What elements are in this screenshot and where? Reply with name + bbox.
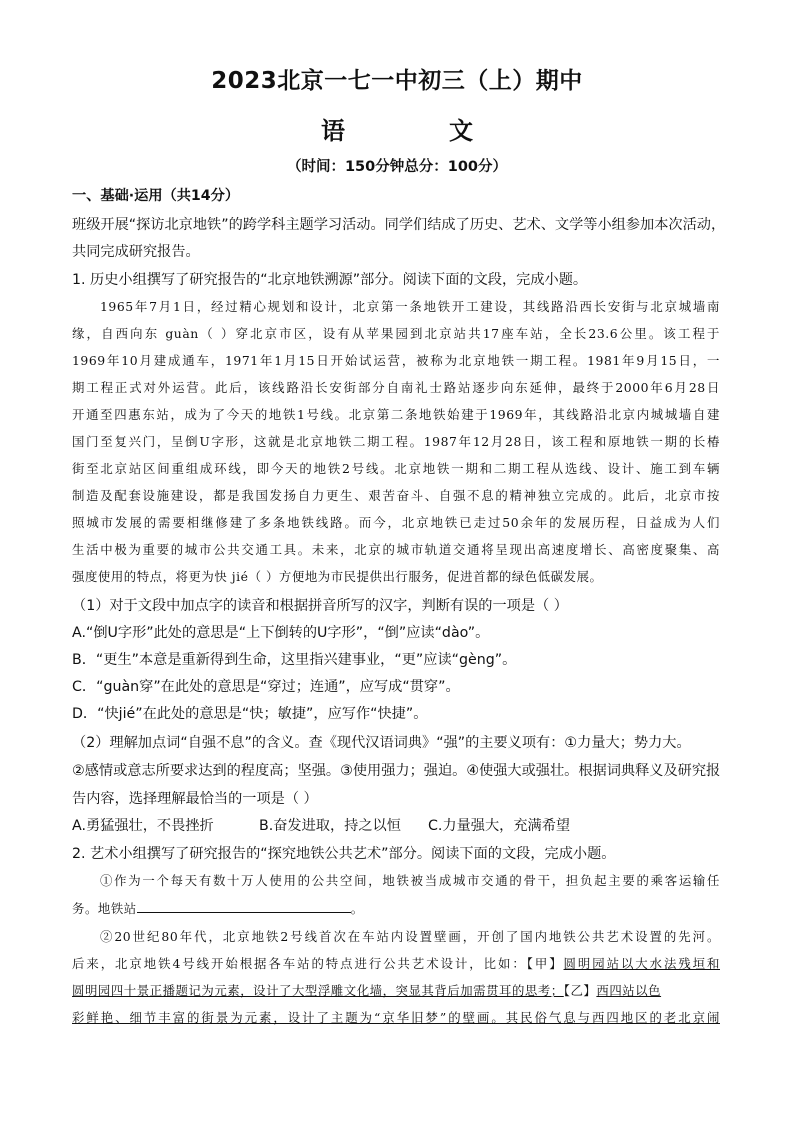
subject-title: 语 文 [321, 116, 513, 145]
question-1-prompt: 1. 历史小组撰写了研究报告的“北京地铁溯源”部分。阅读下面的文段，完成小题。 [72, 272, 588, 288]
passage-line: 开通至四惠东站，成为了今天的地铁1号线。北京第二条地铁始建于1969年，其线路沿北京内城城墙自建 [72, 407, 720, 422]
intro-line-1: 班级开展“探访北京地铁”的跨学科主题学习活动。同学们结成了历史、艺术、文学等小组参加本次活动， [72, 217, 726, 233]
passage-line: 期工程正式对外运营。此后，该线路沿长安街部分自南礼士路站逐步向东延伸，最终于2000年6月28日 [72, 380, 720, 395]
option-b: B.奋发进取，持之以恒 [259, 818, 401, 834]
passage-text: 后来，北京地铁4号线开始根据各车站的特点进行公共艺术设计，比如：【甲】 [72, 956, 564, 971]
option-d: D．“快jié”在此处的意思是“快；敏捷”，应写作“快捷”。 [72, 706, 428, 722]
passage-line [72, 898, 732, 919]
exam-title: 2023北京一七一中初三（上）期中 [211, 68, 583, 94]
option-a: A.勇猛强壮，不畏挫折 [72, 818, 214, 834]
question-1-1: （1）对于文段中加点字的读音和根据拼音所写的汉字，判断有误的一项是（ ） [72, 598, 568, 614]
underlined-text: 圆明园四十景正播题记为元素，设计了大型浮雕文化墙，突显其背后加需贯耳的思考； [72, 983, 564, 998]
intro-line-2: 共同完成研究报告。 [72, 244, 200, 260]
option-a: A.“倒U字形”此处的意思是“上下倒转的U字形”，“倒”应读“dào”。 [72, 625, 490, 641]
passage-text: 务。地铁站 [72, 901, 137, 916]
section-heading: 一、基础·运用（共14分） [72, 188, 240, 204]
passage-line: 缘，自西向东 guàn（ ）穿北京市区，设有从苹果园到北京站共17座车站，全长23.6公里。该工程于 [72, 326, 720, 341]
question-1-2-line: 告内容，选择理解最恰当的一项是（ ） [72, 791, 318, 807]
passage-line: 1965年7月1日，经过精心规划和设计，北京第一条地铁开工建设，其线路沿西长安街与北京城墙南 [100, 299, 720, 314]
question-1-2-line: （2）理解加点词“自强不息”的含义。查《现代汉语词典》“强”的主要义项有：①力量大；势力大。 [72, 735, 691, 751]
underlined-text: 西四站以色 [596, 983, 662, 998]
passage-text: 。 [350, 901, 364, 916]
answer-blank[interactable] [137, 898, 351, 913]
passage-line: ①作为一个每天有数十万人使用的公共空间，地铁被当成城市交通的骨干，担负起主要的乘客运输任 [100, 873, 720, 888]
passage-line: 国门至复兴门，呈倒U字形，这就是北京地铁二期工程。1987年12月28日，该工程和原地铁一期的长椿 [72, 434, 720, 449]
passage-line: 照城市发展的需要相继修建了多条地铁线路。而今，北京地铁已走过50余年的发展历程，日益成为人们 [72, 515, 720, 530]
passage-line: 1969年10月建成通车，1971年1月15日开始试运营，被称为北京地铁一期工程。1981年9月15日，一 [72, 353, 720, 368]
time-info: （时间：150分钟总分：100分） [286, 159, 508, 175]
passage-line: 强度使用的特点，将更为快 jié（ ）方便地为市民提供出行服务，促进首都的绿色低碳发展。 [72, 569, 603, 584]
passage-line: 制造及配套设施建设，都是我国发扬自力更生、艰苦奋斗、自强不息的精神独立完成的。此后，北京市按 [72, 488, 720, 503]
passage-line [72, 981, 720, 1001]
option-c: C．“guàn穿”在此处的意思是“穿过；连通”，应写成“贯穿”。 [72, 679, 460, 695]
passage-line: 彩鲜艳、细节丰富的街景为元素，设计了主题为“京华旧梦”的壁画。其民俗气息与西四地区的老北京闹 [72, 1010, 720, 1025]
underlined-text: 圆明园站以大水法残垣和 [563, 956, 720, 971]
passage-text: 【乙】 [563, 983, 597, 998]
option-b: B．“更生”本意是重新得到生命，这里指兴建事业，“更”应读“gèng”。 [72, 652, 517, 668]
question-2-prompt: 2. 艺术小组撰写了研究报告的“探究地铁公共艺术”部分。阅读下面的文段，完成小题。 [72, 846, 616, 862]
passage-line: 街至北京站区间重组成环线，即今天的地铁2号线。北京地铁一期和二期工程从选线、设计、施工到车辆 [72, 461, 720, 476]
question-1-2-line: ②感情或意志所要求达到的程度高；坚强。③使用强力；强迫。④使强大或强壮。根据词典释义及研究报 [72, 763, 721, 779]
passage-line: 生活中极为重要的城市公共交通工具。未来，北京的城市轨道交通将呈现出高速度增长、高密度聚集、高 [72, 542, 720, 557]
passage-line [72, 954, 720, 974]
passage-line: ②20世纪80年代，北京地铁2号线首次在车站内设置壁画，开创了国内地铁公共艺术设置的先河。 [100, 929, 720, 944]
option-c: C.力量强大，充满希望 [428, 818, 571, 834]
